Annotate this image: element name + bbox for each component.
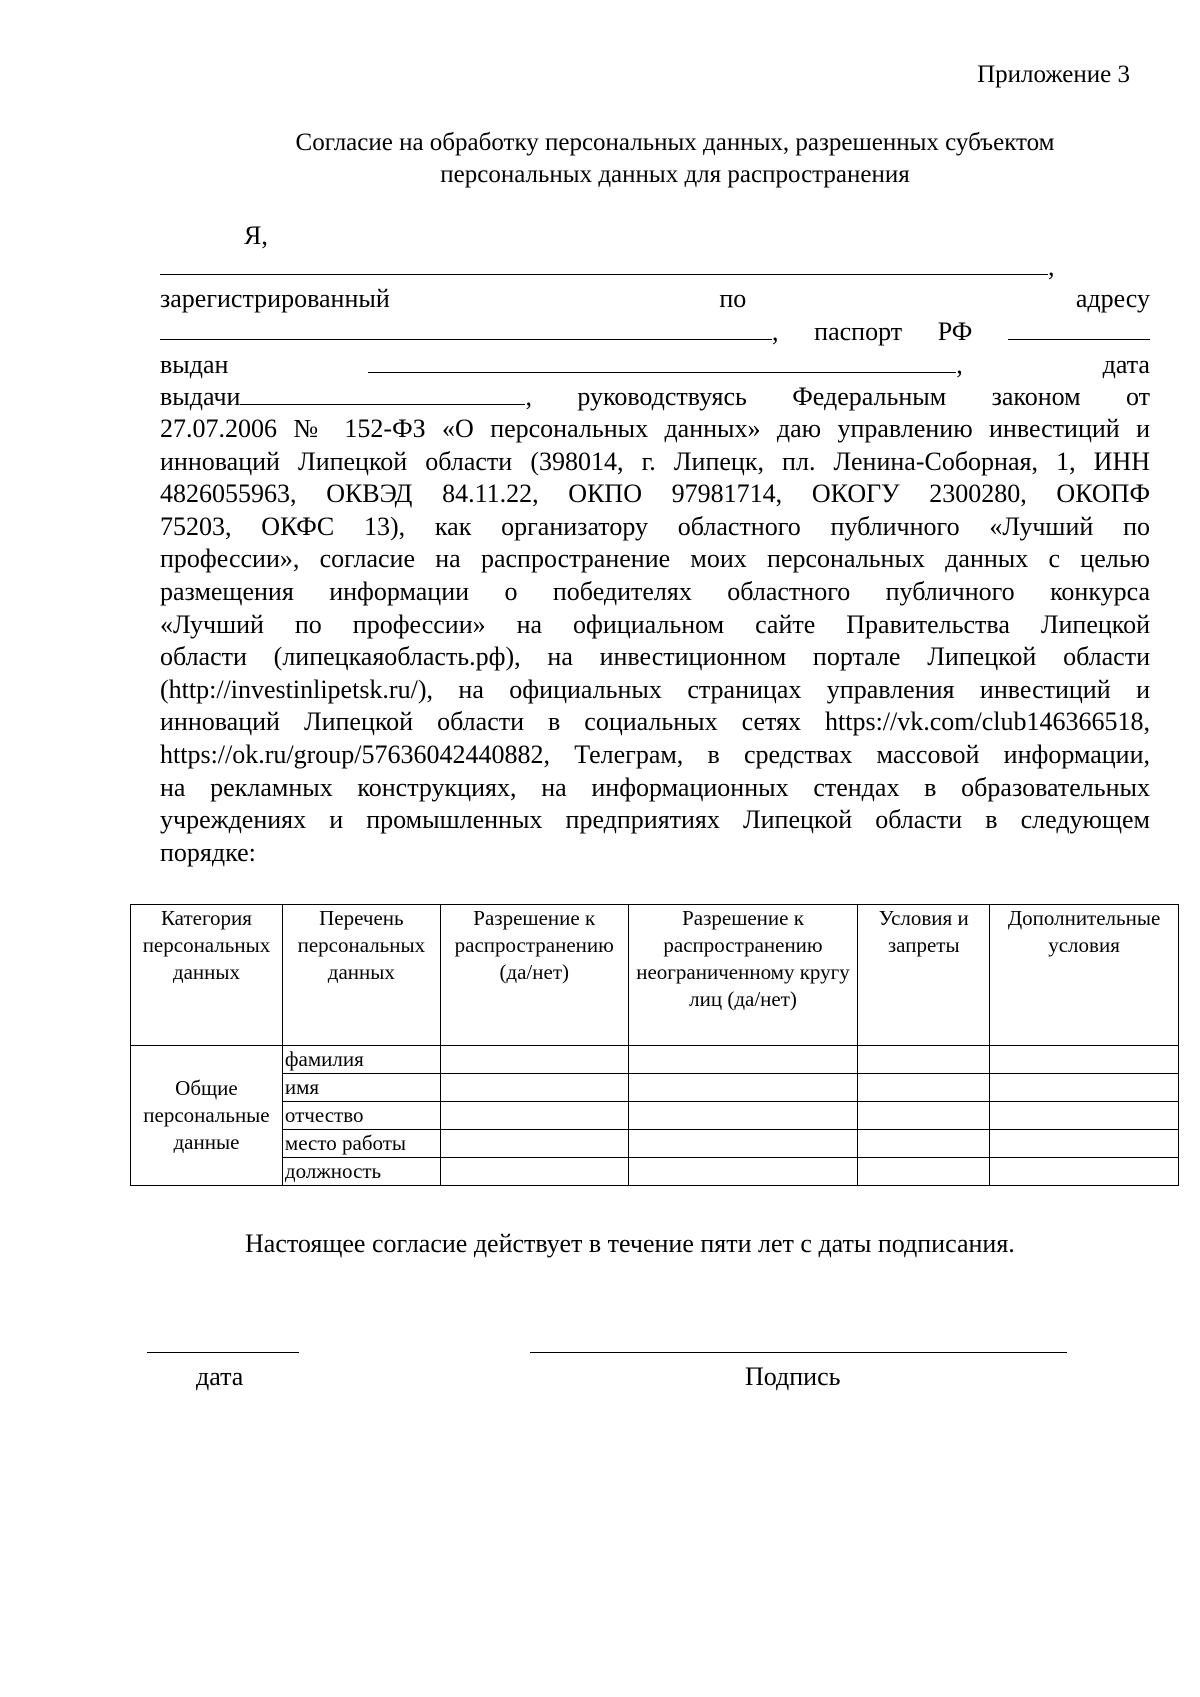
additional-cell[interactable] [990, 1074, 1179, 1102]
consent-table [130, 904, 1179, 1186]
issue-date-label: выдачи [160, 382, 241, 412]
header-category: Категория персональных данных [131, 905, 283, 1046]
paragraph-line: 27.07.2006 № 152-ФЗ «О персональных данных» даю управлению инвестиций и [160, 414, 1150, 443]
paragraph-line: порядке: [160, 837, 256, 867]
po-label: по [719, 283, 747, 313]
item-cell: место работы [282, 1130, 440, 1158]
guided-label: руководствуясь [577, 382, 747, 412]
date-label: дата [1102, 349, 1150, 379]
item-cell: должность [282, 1158, 440, 1186]
table-row [131, 1130, 1179, 1158]
additional-cell[interactable] [990, 1158, 1179, 1186]
issued-by-blank[interactable] [368, 348, 956, 373]
federal-label: Федеральным [792, 382, 947, 412]
conditions-cell[interactable] [858, 1158, 990, 1186]
header-permission-unlimited: Разрешение к распространению неограниченному кругу лиц (да/нет) [628, 905, 858, 1046]
conditions-cell[interactable] [858, 1074, 990, 1102]
signature-caption: Подпись [745, 1362, 841, 1391]
paragraph-line: 75203, ОКФС 13), как организатору областного публичного «Лучший по [160, 511, 1150, 541]
signature-line[interactable] [530, 1352, 1067, 1353]
comma: , [525, 382, 532, 412]
permission-cell[interactable] [440, 1074, 628, 1102]
paragraph-line: области (липецкаяобласть.рф), на инвестиционном портале Липецкой области [160, 642, 1150, 672]
rf-label: РФ [937, 317, 973, 347]
title-line-2: персональных данных для распространения [440, 161, 910, 188]
fill-in-section [160, 250, 1150, 413]
category-cell: Общие персональные данные [131, 1046, 283, 1186]
paragraph-line: «Лучший по профессии» на официальном сайте Правительства Липецкой [160, 609, 1150, 639]
passport-label: паспорт [814, 317, 903, 347]
item-cell: фамилия [282, 1046, 440, 1074]
permission-cell[interactable] [440, 1158, 628, 1186]
conditions-cell[interactable] [858, 1046, 990, 1074]
issue-date-blank[interactable] [240, 380, 525, 405]
registered-label: зарегистрированный [160, 283, 390, 313]
appendix-label: Приложение 3 [977, 61, 1130, 88]
permission-unlimited-cell[interactable] [628, 1158, 858, 1186]
comma: , [772, 317, 779, 347]
paragraph-line: инноваций Липецкой области (398014, г. Липецк, пл. Ленина-Соборная, 1, ИНН [160, 446, 1150, 476]
address-label: адресу [1075, 283, 1150, 313]
header-conditions: Условия и запреты [858, 905, 990, 1046]
issue-date-line [160, 380, 1150, 413]
paragraph-line: на рекламных конструкциях, на информационных стендах в образовательных [160, 772, 1150, 802]
table-row [131, 1102, 1179, 1130]
comma: , [956, 349, 963, 379]
paragraph-line: (http://investinlipetsk.ru/), на официальных страницах управления инвестиций и [160, 674, 1150, 704]
issued-line [160, 348, 1150, 381]
permission-unlimited-cell[interactable] [628, 1046, 858, 1074]
item-cell: отчество [282, 1102, 440, 1130]
name-line [160, 250, 1150, 283]
address-line [160, 315, 1150, 348]
additional-cell[interactable] [990, 1046, 1179, 1074]
validity-statement: Настоящее согласие действует в течение пяти лет с даты подписания. [245, 1229, 1015, 1258]
permission-cell[interactable] [440, 1130, 628, 1158]
paragraph-line: профессии», согласие на распространение моих персональных данных с целью [160, 544, 1150, 574]
issued-label: выдан [160, 349, 229, 379]
comma: , [1048, 252, 1055, 281]
passport-blank[interactable] [1008, 315, 1150, 340]
permission-unlimited-cell[interactable] [628, 1102, 858, 1130]
conditions-cell[interactable] [858, 1130, 990, 1158]
permission-unlimited-cell[interactable] [628, 1130, 858, 1158]
consent-paragraph [160, 413, 1150, 869]
paragraph-line: 4826055963, ОКВЭД 84.11.22, ОКПО 97981714, ОКОГУ 2300280, ОКОПФ [160, 479, 1150, 509]
permission-cell[interactable] [440, 1046, 628, 1074]
additional-cell[interactable] [990, 1102, 1179, 1130]
table-header-row [131, 905, 1179, 1046]
header-additional: Дополнительные условия [990, 905, 1179, 1046]
table-row [131, 1074, 1179, 1102]
permission-unlimited-cell[interactable] [628, 1074, 858, 1102]
intro-ya: Я, [244, 221, 268, 250]
date-caption: дата [196, 1362, 244, 1391]
address-blank[interactable] [160, 315, 772, 340]
permission-cell[interactable] [440, 1102, 628, 1130]
table-row [131, 1046, 1179, 1074]
paragraph-line: размещения информации о победителях областного публичного конкурса [160, 576, 1150, 606]
title-line-1: Согласие на обработку персональных данных, разрешенных субъектом [295, 129, 1055, 156]
law-label: законом [991, 382, 1081, 412]
header-permission: Разрешение к распространению (да/нет) [440, 905, 628, 1046]
paragraph-line: https://ok.ru/group/57636042440882, Телеграм, в средствах массовой информации, [160, 739, 1150, 769]
name-blank[interactable] [160, 250, 1048, 275]
from-label: от [1125, 382, 1150, 412]
header-list: Перечень персональных данных [282, 905, 440, 1046]
additional-cell[interactable] [990, 1130, 1179, 1158]
paragraph-line: инноваций Липецкой области в социальных сетях https://vk.com/club146366518, [160, 707, 1150, 737]
conditions-cell[interactable] [858, 1102, 990, 1130]
table-row [131, 1158, 1179, 1186]
item-cell: имя [282, 1074, 440, 1102]
date-signature-line[interactable] [147, 1352, 299, 1353]
document-title [200, 127, 1150, 191]
paragraph-line: учреждениях и промышленных предприятиях Липецкой области в следующем [160, 805, 1150, 835]
registered-line [160, 283, 1150, 316]
